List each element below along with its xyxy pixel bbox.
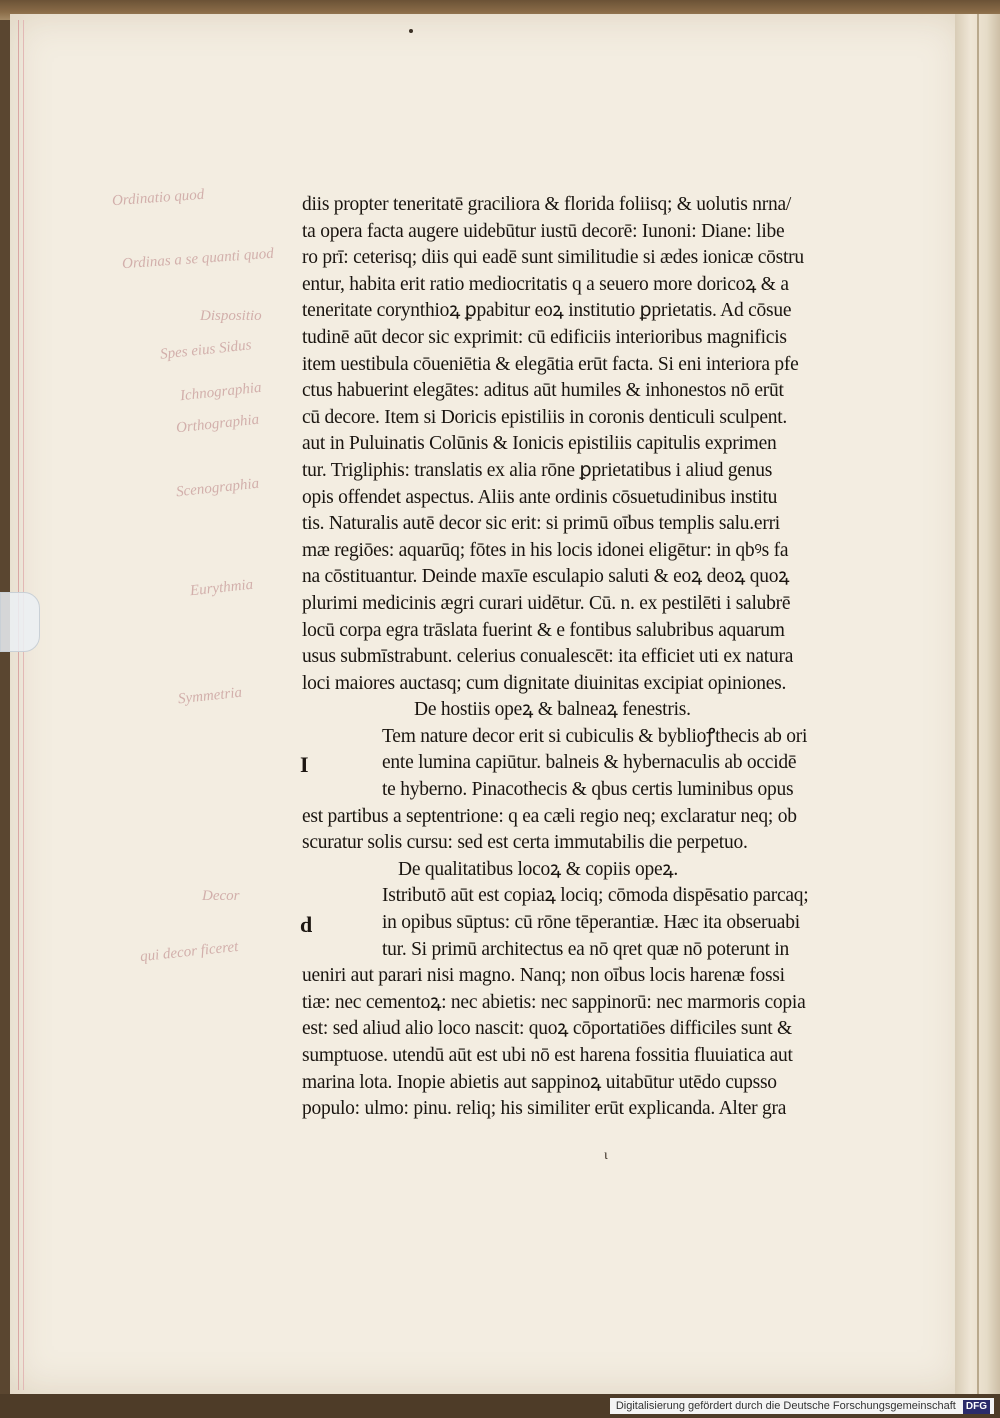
- text-line: na cōstituantur. Deinde maxīe esculapio saluti & eoꝝ deoꝝ quoꝝ: [302, 566, 790, 588]
- text-line: opis offendet aspectus. Aliis ante ordinis cōsuetudinibus institu: [302, 486, 778, 508]
- text-line: diis propter teneritatē graciliora & florida foliisq; & uolutis nrna/: [302, 194, 792, 215]
- text-line: aut in Puluinatis Colūnis & Ionicis epistiliis capitulis exprimen: [302, 433, 777, 455]
- text-line: locū corpa egra trāslata fuerint & e fontibus salubribus aquarum: [302, 619, 785, 641]
- marginal-note: Symmetria: [177, 684, 243, 708]
- text-line: ueniri aut parari nisi magno. Nanq; non oībus locis harenæ fossi: [302, 965, 785, 987]
- text-line: ctus habuerint elegātes: aditus aūt humiles & inhonestos nō erūt: [302, 380, 784, 402]
- page-dot-mark: [409, 29, 413, 33]
- credit-text: Digitalisierung gefördert durch die Deutsche Forschungsgemeinschaft: [615, 1400, 956, 1412]
- text-line: Tem nature decor erit si cubiculis & byblioꝭthecis ab ori: [382, 725, 808, 747]
- marginal-note: Scenographia: [175, 475, 260, 501]
- digitization-credit: [610, 1398, 994, 1414]
- text-line: item uestibula cōueniētia & elegātia erūt facta. Si eni interiora pfe: [302, 353, 799, 375]
- section-initial: I: [300, 752, 309, 777]
- text-line: populo: ulmo: pinu. reliq; his similiter erūt explicanda. Alter gra: [302, 1098, 787, 1120]
- text-line: te hyberno. Pinacothecis & qbus certis luminibus opus: [382, 779, 794, 801]
- text-line: loci maiores auctasq; cum dignitate diuinitas excipiat opiniones.: [302, 672, 787, 694]
- text-line: scuratur solis cursu: sed est certa immutabilis die perpetuo.: [302, 832, 748, 854]
- text-line: tur. Si primū architectus ea nō qret quæ nō poterunt in: [382, 938, 790, 960]
- adjacent-page-edge: [955, 14, 1000, 1394]
- text-line: tiæ: nec cementoꝝ: nec abietis: nec sappinorū: nec marmoris copia: [302, 991, 806, 1013]
- text-line: tur. Trigliphis: translatis ex alia rōne ꝑprietatibus i aliud genus: [302, 459, 773, 481]
- text-line: mæ regiōes: aquarūq; fōtes in his locis idonei eligētur: in qbꝰs fa: [302, 539, 789, 561]
- text-line: Istributō aūt est copiaꝝ lociq; cōmoda dispēsatio parcaq;: [382, 885, 809, 907]
- marginal-note: qui decor ficeret: [139, 938, 240, 966]
- text-line: plurimi medicinis ægri curari uidētur. Cū. n. ex pestilēti i salubrē: [302, 592, 791, 614]
- marginal-note: Decor: [202, 888, 240, 904]
- marginal-note: Spes eius Sidus: [159, 337, 253, 363]
- marginal-note: Ordinas a se quanti quod: [121, 245, 275, 273]
- text-line: in opibus sūptus: cū rōne tēperantiæ. Hæc ita obseruabi: [382, 912, 800, 934]
- marginal-note: Eurythmia: [189, 576, 254, 600]
- marginal-note: Dispositio: [200, 308, 262, 324]
- text-line: tudinē aūt decor sic exprimit: cū edificiis interioribus magnificis: [302, 326, 787, 348]
- marginal-note: Ordinatio quod: [111, 186, 205, 210]
- text-line: cū decore. Item si Doricis epistiliis in coronis denticuli sculpent.: [302, 406, 788, 428]
- text-line: est partibus a septentrione: q ea cæli regio neq; exclaratur neq; ob: [302, 805, 797, 827]
- text-line: ta opera facta augere uidebūtur iustū decorē: Iunoni: Diane: libe: [302, 220, 785, 242]
- text-line: est: sed aliud alio loco nascit: quoꝝ cōportatiōes difficiles sunt &: [302, 1018, 792, 1040]
- marginal-note: Ichnographia: [179, 379, 263, 405]
- section-heading: De qualitatibus locoꝝ & copiis opeꝝ.: [398, 858, 678, 880]
- text-line: ente lumina capiūtur. balneis & hybernaculis ab occidē: [382, 752, 797, 774]
- page-clip: [0, 592, 40, 652]
- main-text-block: [302, 192, 882, 1123]
- text-line: entur, habita erit ratio mediocritatis q a seuero more doricoꝝ & a: [302, 273, 789, 295]
- page-mark: ι: [604, 1148, 608, 1163]
- section-heading: De hostiis opeꝝ & balneaꝝ fenestris.: [414, 699, 691, 721]
- text-line: marina lota. Inopie abietis aut sappinoꝝ uitabūtur utēdo cupsso: [302, 1071, 777, 1093]
- dfg-logo: DFG: [963, 1400, 990, 1414]
- section-initial: d: [300, 912, 313, 937]
- text-line: ro prī: ceterisq; diis qui eadē sunt similitudie si ædes ionicæ cōstru: [302, 247, 804, 269]
- marginal-note: Orthographia: [175, 411, 260, 437]
- page-gutter-lines: [18, 20, 24, 1390]
- text-line: tis. Naturalis autē decor sic erit: si primū oībus templis salu.erri: [302, 513, 780, 535]
- text-line: teneritate corynthioꝝ ꝑpabitur eoꝝ institutio ꝑprietatis. Ad cōsue: [302, 300, 792, 322]
- text-line: sumptuose. utendū aūt est ubi nō est harena fossitia fluuiatica aut: [302, 1045, 793, 1066]
- text-line: usus submīstrabunt. celerius conualescēt: ita efficiet uti ex natura: [302, 646, 794, 668]
